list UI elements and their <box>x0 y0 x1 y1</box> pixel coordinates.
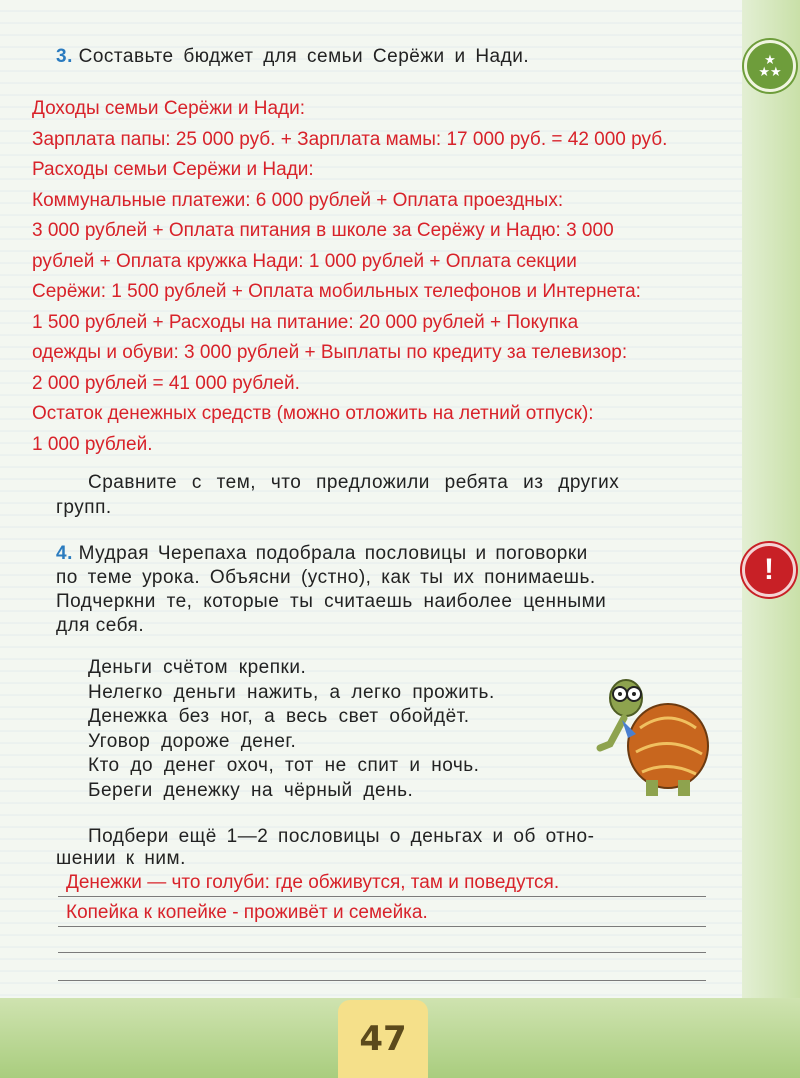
answer-line: 3 000 рублей + Оплата питания в школе за Серёжу и Надю: 3 000 <box>32 220 614 241</box>
answer-line: Серёжи: 1 500 рублей + Оплата мобильных телефонов и Интернета: <box>32 281 641 302</box>
writing-line <box>58 980 706 981</box>
proverb-answer: Денежки — что голуби: где обживутся, там и поведутся. <box>66 872 560 893</box>
answer-line: Коммунальные платежи: 6 000 рублей + Оплата проездных: <box>32 189 564 211</box>
task-4-intro <box>56 542 716 638</box>
writing-line <box>58 896 706 897</box>
page-number-tab <box>338 1000 428 1078</box>
task-3-heading <box>56 46 529 68</box>
proverb-item: Береги денежку на чёрный день. <box>88 779 414 801</box>
intro-line: для себя. <box>56 615 145 636</box>
intro-line: Мудрая Черепаха подобрала пословицы и поговорки <box>78 543 588 564</box>
answer-line: 2 000 рублей = 41 000 рублей. <box>32 372 300 394</box>
intro-line: по теме урока. Объясни (устно), как ты их понимаешь. <box>56 567 596 588</box>
intro-line: Подчеркни те, которые ты считаешь наиболее ценными <box>56 591 607 612</box>
task-4-pick <box>56 826 708 870</box>
pick-line: Подбери ещё 1—2 пословицы о деньгах и об отно- <box>88 826 595 847</box>
task-3-compare <box>56 470 708 520</box>
proverb-item: Денежка без ног, а весь свет обойдёт. <box>88 706 470 727</box>
answer-line: 1 000 рублей. <box>32 433 153 455</box>
answer-line: Расходы семьи Серёжи и Нади: <box>32 159 314 180</box>
answer-line: Зарплата папы: 25 000 руб. + Зарплата мамы: 17 000 руб. = 42 000 руб. <box>32 128 668 150</box>
wise-turtle-illustration <box>580 668 720 798</box>
pick-line: шении к ним. <box>56 848 186 869</box>
page-number: 47 <box>359 1019 407 1059</box>
compare-line: Сравните с тем, что предложили ребята из других <box>88 472 620 493</box>
proverbs-list <box>88 656 588 803</box>
exclamation-badge-icon: ! <box>742 543 796 597</box>
answer-line: 1 500 рублей + Расходы на питание: 20 000 рублей + Покупка <box>32 311 579 333</box>
task-3-title: Составьте бюджет для семьи Серёжи и Нади. <box>78 46 530 67</box>
proverb-item: Уговор дороже денег. <box>88 730 297 752</box>
compare-line: групп. <box>56 497 112 518</box>
answer-line: Остаток денежных средств (можно отложить на летний отпуск): <box>32 403 594 424</box>
proverb-item: Кто до денег охоч, тот не спит и ночь. <box>88 755 480 776</box>
answer-line: одежды и обуви: 3 000 рублей + Выплаты по кредиту за телевизор: <box>32 342 628 363</box>
task-3-number: 3. <box>56 46 73 67</box>
answer-line: Доходы семьи Серёжи и Нади: <box>32 98 305 119</box>
proverb-item: Деньги счётом крепки. <box>88 657 307 678</box>
proverb-item: Нелегко деньги нажить, а легко прожить. <box>88 681 495 703</box>
task-3-answer <box>32 94 762 460</box>
task-4-number: 4. <box>56 543 73 564</box>
writing-line <box>58 952 706 953</box>
stars-badge-icon: ★ ★★ <box>744 40 796 92</box>
proverb-answer: Копейка к копейке - проживёт и семейка. <box>66 902 428 923</box>
writing-line <box>58 926 706 927</box>
answer-line: рублей + Оплата кружка Нади: 1 000 рублей + Оплата секции <box>32 250 577 272</box>
